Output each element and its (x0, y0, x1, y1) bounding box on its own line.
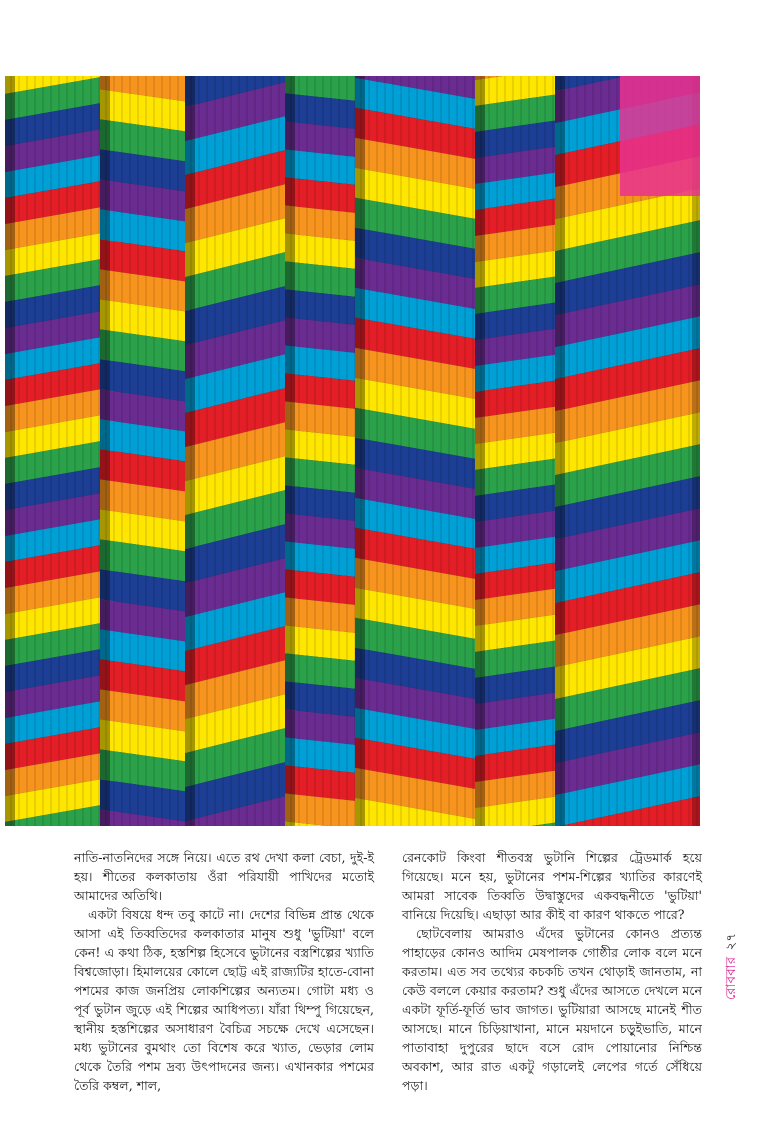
scarf-band (100, 76, 195, 826)
article-left-column (74, 848, 374, 1095)
scarf-band (475, 76, 565, 826)
article-paragraph: রেনকোট কিংবা শীতবস্ত্র ভুটানি শিল্পের ট্রেডমার্ক হয়ে গিয়েছে। মনে হয়, ভুটানের পশম-শিল্পের খ্যাতির কারণেই আমরা সাবেক তিব্বতি উদ্বাস্তুদের একবদ্ধনীতে 'ভুটিয়া' বানিয়ে দিয়েছি। এছাড়া আর কীই বা কারণ থাকতে পারে? (402, 850, 702, 922)
page-number: ২৭ (724, 932, 739, 951)
scarves-photo (5, 76, 700, 826)
scarf-band (5, 76, 115, 826)
scarf-band (185, 76, 295, 826)
article-paragraph: নাতি-নাতনিদের সঙ্গে নিয়ে। এতে রথ দেখা কলা বেচা, দুই-ই হয়। শীতের কলকাতায় ওঁরা পরিযায়ী পাখিদের মতোই আমাদের অতিথি। (74, 850, 374, 903)
pink-fabric (620, 76, 700, 196)
scarves-illustration (5, 76, 700, 826)
article-right-column (402, 848, 702, 1095)
page-folio (722, 880, 742, 1000)
article-paragraph: একটা বিষয়ে ধন্দ তবু কাটে না। দেশের বিভিন্ন প্রান্ত থেকে আসা এই তিব্বতিদের কলকাতার মানুষ শুধু 'ভুটিয়া' বলে কেন! এ কথা ঠিক, হস্তশিল্প হিসেবে ভুটানের বস্ত্রশিল্পের খ্যাতি বিশ্বজোড়া। হিমালয়ের কোলে ছোট্ট এই রাজ্যটির হাতে-বোনা পশমের কাজ জনপ্রিয় লোকশিল্পের অন্যতম। গোটা মধ্য ও পূর্ব ভুটান জুড়ে এই শিল্পের আধিপত্য। যাঁরা থিম্পু গিয়েছেন, স্থানীয় হস্তশিল্পের অসাধারণ বৈচিত্র সচক্ষে দেখে এসেছেন। মধ্য ভুটানের বুমথাং তো বিশেষ করে খ্যাত, ভেড়ার লোম থেকে তৈরি পশম দ্রব্য উৎপাদনের জন্য। এখানকার পশমের তৈরি কম্বল, শাল, (74, 907, 374, 1093)
article-paragraph: ছোটবেলায় আমরাও এঁদের ভুটানের কোনও প্রত্যন্ত পাহাড়ের কোনও আদিম মেষপালক গোষ্ঠীর লোক বলে মনে করতাম। এত সব তথ্যের কচকচি তখন থোড়াই জানতাম, না কেউ বললে কেয়ার করতাম? শুধু এঁদের আসতে দেখলে মনে একটা ফূর্তি-ফূর্তি ভাব জাগত। ভুটিয়ারা আসছে মানেই শীত আসছে। মানে চিড়িয়াখানা, মানে ময়দানে চড়ুইভাতি, মানে পাতাবাহা দুপুরের ছাদে বসে রোদ পোয়ানোর নিশ্চিন্ত অবকাশ, আর রাত একটু গড়ালেই লেপের গর্তে সেঁধিয়ে পড়া। (402, 926, 702, 1093)
section-name: রোববার (724, 956, 739, 1000)
scarf-band (285, 76, 365, 826)
scarf-band (355, 76, 485, 826)
